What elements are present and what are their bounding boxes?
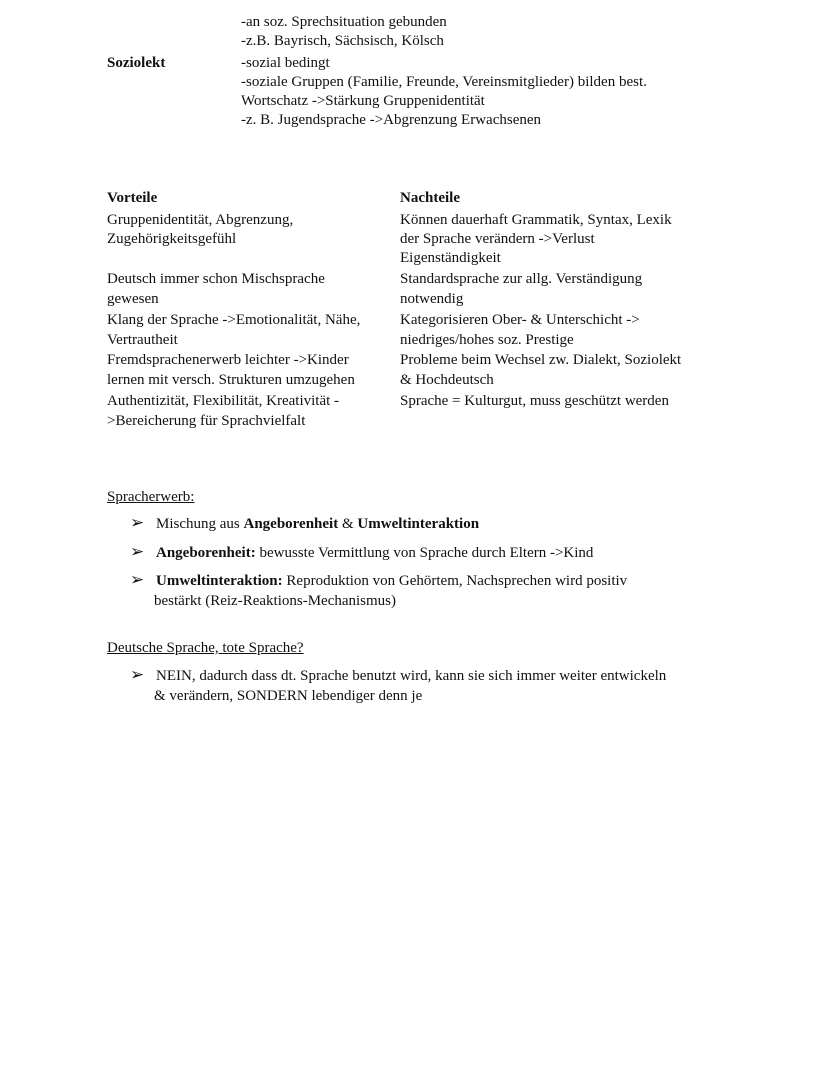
nachteile-line: Probleme beim Wechsel zw. Dialekt, Soziolekt: [400, 352, 682, 368]
bullet-bold-term: Angeborenheit: [243, 516, 339, 532]
bullet-text: NEIN, dadurch dass dt. Sprache benutzt wird, kann sie sich immer weiter entwickeln: [156, 668, 667, 684]
arrowhead-bullet-icon: ➢: [130, 542, 145, 562]
bullet-text: Reproduktion von Gehörtem, Nachsprechen wird positiv: [282, 573, 628, 589]
vorteile-line: lernen mit versch. Strukturen umzugehen: [107, 372, 355, 388]
vorteile-line: gewesen: [107, 291, 159, 307]
nachteile-line: Standardsprache zur allg. Verständigung: [400, 271, 643, 287]
spracherwerb-bullet-3: [130, 570, 627, 591]
spracherwerb-bullet-1: [130, 513, 479, 534]
soziolekt-label: Soziolekt: [107, 55, 166, 71]
vorteile-heading: Vorteile: [107, 190, 158, 206]
nachteile-line: & Hochdeutsch: [400, 372, 494, 388]
nachteile-heading: Nachteile: [400, 190, 460, 206]
vorteile-line: Deutsch immer schon Mischsprache: [107, 271, 325, 287]
spracherwerb-heading: Spracherwerb:: [107, 489, 195, 505]
soziolekt-line-2: -soziale Gruppen (Familie, Freunde, Vereinsmitglieder) bilden best.: [241, 74, 647, 90]
bullet-text: Mischung aus: [156, 516, 244, 532]
soziolekt-line-3: Wortschatz ->Stärkung Gruppenidentität: [241, 93, 485, 109]
bullet-bold-term: Angeborenheit:: [156, 545, 256, 561]
bullet-text: &: [338, 516, 358, 532]
nachteile-line: Können dauerhaft Grammatik, Syntax, Lexik: [400, 212, 672, 228]
vorteile-line: Zugehörigkeitsgefühl: [107, 231, 237, 247]
vorteile-line: Gruppenidentität, Abgrenzung,: [107, 212, 294, 228]
spracherwerb-bullet-3-continuation: bestärkt (Reiz-Reaktions-Mechanismus): [154, 593, 397, 609]
vorteile-line: Klang der Sprache ->Emotionalität, Nähe,: [107, 312, 361, 328]
vorteile-line: Vertrautheit: [107, 332, 178, 348]
nachteile-line: Sprache = Kulturgut, muss geschützt werden: [400, 393, 669, 409]
dialekt-line-1: -an soz. Sprechsituation gebunden: [241, 14, 447, 30]
nachteile-line: Kategorisieren Ober- & Unterschicht ->: [400, 312, 640, 328]
nachteile-line: der Sprache verändern ->Verlust: [400, 231, 595, 247]
vorteile-line: >Bereicherung für Sprachvielfalt: [107, 413, 306, 429]
nachteile-line: niedriges/hohes soz. Prestige: [400, 332, 574, 348]
dialekt-line-2: -z.B. Bayrisch, Sächsisch, Kölsch: [241, 33, 444, 49]
soziolekt-line-1: -sozial bedingt: [241, 55, 330, 71]
tote-sprache-bullet-1: [130, 665, 666, 686]
arrowhead-bullet-icon: ➢: [130, 513, 145, 533]
arrowhead-bullet-icon: ➢: [130, 570, 145, 590]
vorteile-line: Fremdsprachenerwerb leichter ->Kinder: [107, 352, 349, 368]
arrowhead-bullet-icon: ➢: [130, 665, 145, 685]
vorteile-line: Authentizität, Flexibilität, Kreativität -: [107, 393, 340, 409]
soziolekt-line-4: -z. B. Jugendsprache ->Abgrenzung Erwachsenen: [241, 112, 542, 128]
bullet-text: bewusste Vermittlung von Sprache durch Eltern ->Kind: [255, 545, 594, 561]
spracherwerb-bullet-2: [130, 542, 593, 563]
bullet-bold-term: Umweltinteraktion:: [156, 573, 283, 589]
tote-sprache-heading: Deutsche Sprache, tote Sprache?: [107, 640, 304, 656]
bullet-bold-term: Umweltinteraktion: [357, 516, 480, 532]
tote-sprache-bullet-1-continuation: & verändern, SONDERN lebendiger denn je: [154, 688, 423, 704]
nachteile-line: Eigenständigkeit: [400, 250, 501, 266]
nachteile-line: notwendig: [400, 291, 464, 307]
